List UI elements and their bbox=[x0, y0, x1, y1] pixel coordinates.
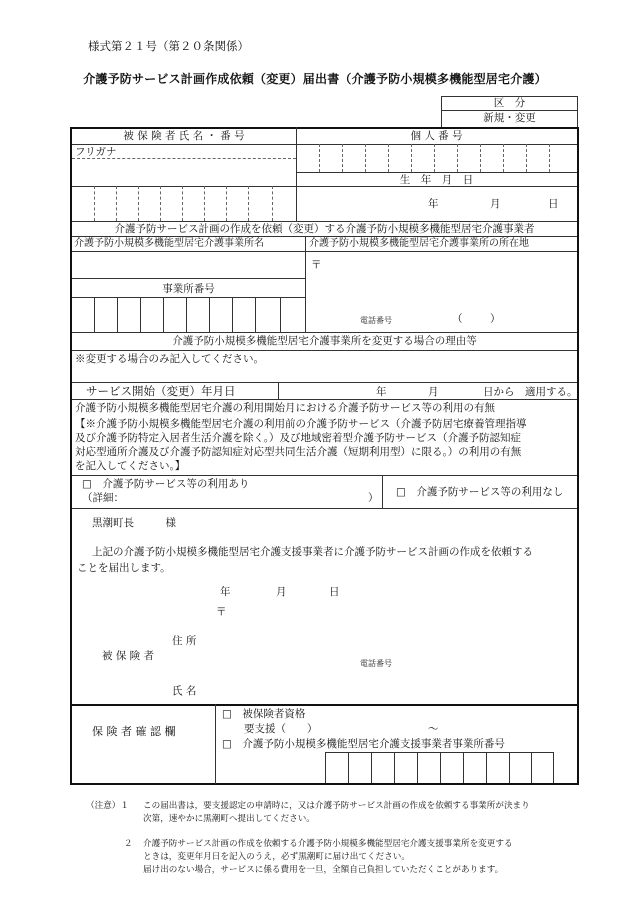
cell-divider bbox=[553, 752, 554, 783]
change-reason-heading: 介護予防小規模多機能型居宅介護事業所を変更する場合の理由等 bbox=[172, 335, 477, 347]
main-frame-bottom bbox=[70, 704, 579, 706]
usage-note-line1: 【※介護予防小規模多機能型居宅介護の利用前の介護予防サービス（介護予防居宅療養管理指導 bbox=[75, 418, 527, 430]
insured-name-input[interactable] bbox=[72, 158, 296, 186]
row-line bbox=[72, 508, 577, 509]
change-reason-input[interactable] bbox=[73, 367, 576, 381]
confirmation-label: 保 険 者 確 認 欄 bbox=[92, 725, 176, 738]
submitter-insured-label: 被 保 険 者 bbox=[102, 650, 155, 662]
note1-line2: 次第，速やかに黒潮町へ提出してください。 bbox=[143, 814, 315, 824]
confirm-office-number-input[interactable] bbox=[326, 753, 553, 783]
office-section-heading: 介護予防サービス計画の作成を依頼（変更）する介護予防小規模多機能型居宅介護事業者 bbox=[114, 223, 535, 235]
submission-date-input[interactable] bbox=[190, 584, 340, 600]
row-line bbox=[72, 278, 305, 279]
usage-detail-input[interactable] bbox=[124, 492, 364, 505]
usage-detail-close: ） bbox=[368, 492, 379, 504]
dob-day: 日 bbox=[548, 198, 559, 210]
office-postal-mark: 〒 bbox=[311, 259, 322, 271]
submitter-address-input[interactable] bbox=[214, 620, 564, 650]
office-phone-paren-open: （ bbox=[452, 313, 463, 325]
office-address-label: 介護予防小規模多機能型居宅介護事業所の所在地 bbox=[309, 238, 529, 249]
service-start-year: 年 bbox=[376, 386, 387, 398]
office-phone-label: 電話番号 bbox=[360, 316, 392, 325]
submission-month: 月 bbox=[276, 586, 287, 598]
row-line bbox=[72, 221, 577, 222]
row-line bbox=[72, 399, 577, 400]
form-number: 様式第２１号（第２０条関係） bbox=[88, 39, 249, 53]
usage-detail-label: （詳細： bbox=[82, 492, 124, 504]
confirm-tilde: ～ bbox=[428, 723, 439, 735]
main-frame-left bbox=[70, 127, 72, 705]
note2-line2: ときは，変更年月日を記入のうえ，必ず黒潮町に届け出てください。 bbox=[143, 852, 410, 862]
class-box-mid bbox=[441, 110, 578, 111]
usage-heading: 介護予防小規模多機能型居宅介護の利用開始月における介護予防サービス等の利用の有無 bbox=[75, 402, 495, 414]
service-start-date-input[interactable] bbox=[279, 383, 576, 398]
dob-year: 年 bbox=[428, 198, 439, 210]
personal-number-label: 個 人 番 号 bbox=[410, 130, 463, 142]
usage-note-line4: を記入してください。】 bbox=[75, 460, 186, 472]
main-frame-top bbox=[70, 127, 579, 129]
note2-number: ２ bbox=[124, 839, 133, 849]
confirm-frame-left bbox=[70, 704, 72, 784]
personal-number-input[interactable] bbox=[297, 145, 577, 172]
service-start-month: 月 bbox=[428, 386, 439, 398]
submission-postal-mark: 〒 bbox=[216, 606, 227, 618]
furigana-label: フリガナ bbox=[75, 146, 117, 158]
usage-note-line3: 対応型通所介護及び介護予防認知症対応型共同生活介護（短期利用型）に限る。）の利用の有無 bbox=[75, 446, 522, 458]
row-line bbox=[72, 350, 577, 351]
row-line bbox=[72, 332, 577, 333]
classification-label: 区 分 bbox=[493, 97, 526, 109]
service-start-day-apply: 日から 適用する。 bbox=[483, 386, 578, 398]
service-start-label: サービス開始（変更）年月日 bbox=[86, 384, 236, 398]
usage-option-no[interactable]: □ 介護予防サービス等の利用なし bbox=[396, 486, 564, 498]
main-frame-right bbox=[577, 127, 579, 705]
office-name-input[interactable] bbox=[73, 252, 304, 278]
office-number-input[interactable] bbox=[73, 298, 304, 331]
confirm-frame-right bbox=[577, 704, 579, 784]
dob-label: 生 年 月 日 bbox=[399, 174, 474, 186]
submission-body-line2: ことを届出します。 bbox=[77, 562, 171, 574]
dob-input[interactable] bbox=[297, 188, 577, 220]
usage-divider bbox=[382, 475, 383, 508]
confirm-divider bbox=[215, 704, 216, 784]
note1-line1: この届出書は，要支援認定の申請時に，又は介護予防サービス計画の作成を依頼する事業所が決まり bbox=[143, 801, 530, 811]
submitter-address-label: 住 所 bbox=[172, 635, 197, 647]
addressee: 黒潮町長 様 bbox=[92, 517, 176, 529]
row-line bbox=[72, 475, 577, 476]
submission-day: 日 bbox=[329, 586, 340, 598]
row-line bbox=[296, 172, 577, 173]
office-name-label: 介護予防小規模多機能型居宅介護事業所名 bbox=[74, 238, 264, 249]
office-phone-paren-close: ） bbox=[490, 313, 501, 325]
notes-label: （注意）１ bbox=[86, 801, 129, 811]
dob-month: 月 bbox=[490, 198, 501, 210]
usage-note-line2: 及び介護予防特定入居者生活介護を除く。）及び地域密着型介護予防サービス（介護予防認知症 bbox=[75, 432, 522, 444]
classification-value[interactable]: 新規・変更 bbox=[483, 112, 536, 124]
form-title: 介護予防サービス計画作成依頼（変更）届出書（介護予防小規模多機能型居宅介護） bbox=[83, 72, 547, 86]
insured-name-number-label: 被 保 険 者 氏 名 ・ 番 号 bbox=[123, 130, 245, 142]
confirm-item1[interactable]: □ 被保険者資格 bbox=[222, 708, 306, 720]
note2-line3: 届け出のない場合，サービスに係る費用を一旦，全額自己負担していただくことがあります。 bbox=[143, 865, 504, 875]
note2-line1: 介護予防サービス計画の作成を依頼する介護予防小規模多機能型居宅介護支援事業所を変更する bbox=[143, 839, 513, 849]
submission-body-line1: 上記の介護予防小規模多機能型居宅介護支援事業者に介護予防サービス計画の作成を依頼する bbox=[92, 546, 533, 558]
confirm-item1-sub: 要支援（ ） bbox=[244, 723, 318, 735]
confirm-item2[interactable]: □ 介護予防小規模多機能型居宅介護支援事業者事業所番号 bbox=[222, 738, 505, 750]
row-line bbox=[72, 236, 577, 237]
office-address-input[interactable] bbox=[306, 252, 577, 331]
change-reason-note: ※変更する場合のみ記入してください。 bbox=[75, 353, 264, 365]
confirm-frame-bottom bbox=[70, 783, 579, 785]
submitter-phone-label: 電話番号 bbox=[360, 659, 392, 668]
submission-year: 年 bbox=[220, 586, 231, 598]
office-number-label: 事業所番号 bbox=[162, 283, 215, 295]
submitter-name-input[interactable] bbox=[214, 676, 564, 698]
usage-option-yes[interactable]: □ 介護予防サービス等の利用あり bbox=[82, 478, 250, 490]
insured-number-input[interactable] bbox=[73, 187, 295, 220]
submitter-name-label: 氏 名 bbox=[172, 685, 197, 697]
